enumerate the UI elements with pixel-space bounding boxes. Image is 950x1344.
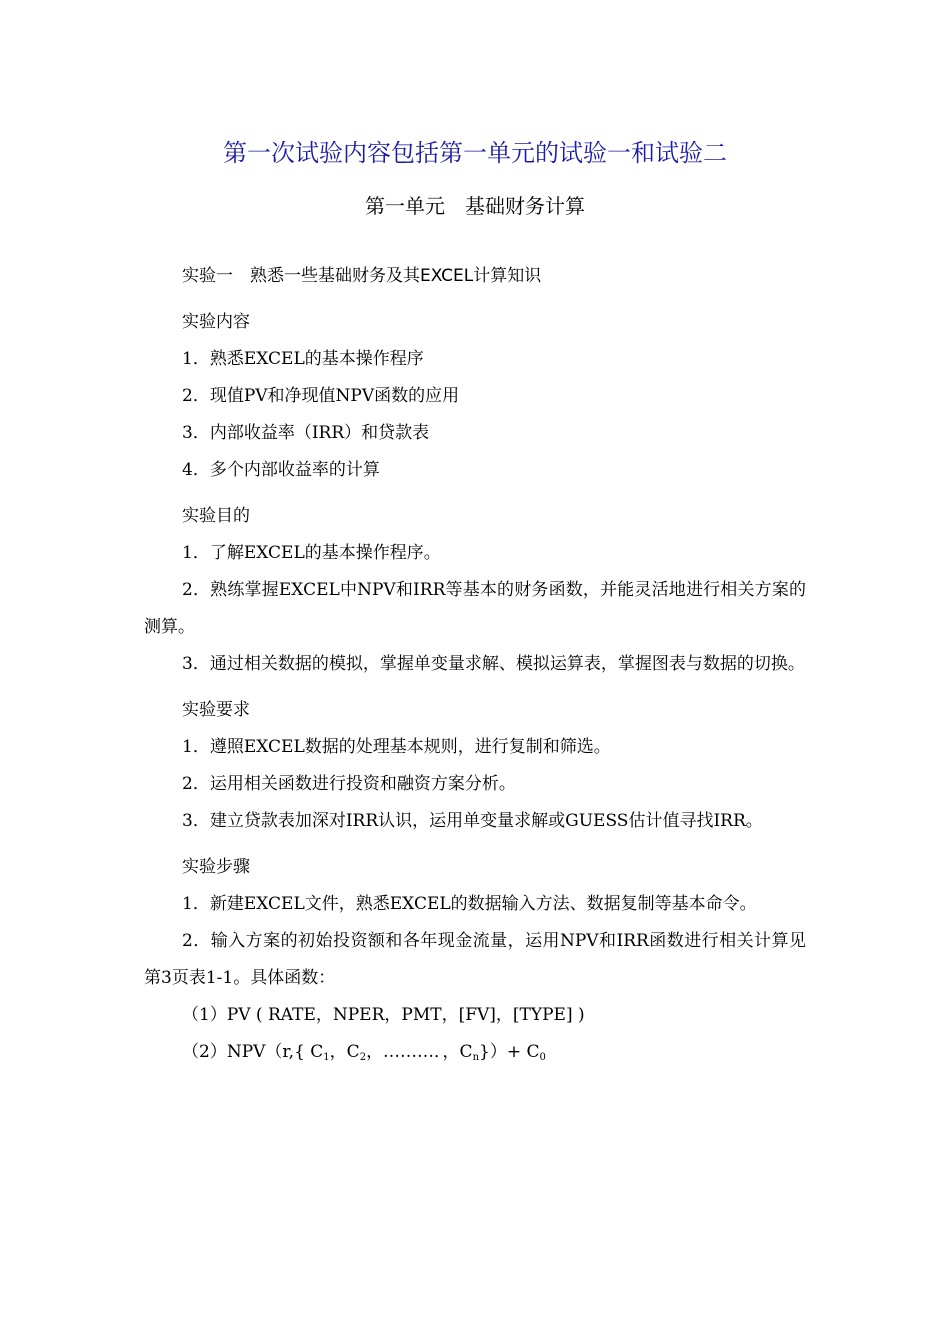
unit-subtitle: 第一单元 基础财务计算 [365, 194, 585, 218]
requirement-item: 2．运用相关函数进行投资和融资方案分析。 [182, 774, 516, 794]
npv-formula-prefix: （2）NPV（r,{ C [182, 1042, 324, 1062]
content-heading: 实验内容 [182, 312, 250, 332]
npv-formula-sep1: ，C [329, 1042, 360, 1062]
step-item: 1．新建EXCEL文件，熟悉EXCEL的数据输入方法、数据复制等基本命令。 [182, 894, 757, 914]
npv-formula [144, 1034, 806, 1071]
subscript-2: 2 [359, 1052, 367, 1063]
requirement-heading: 实验要求 [182, 700, 250, 720]
purpose-heading: 实验目的 [182, 506, 250, 526]
requirement-item: 1．遵照EXCEL数据的处理基本规则，进行复制和筛选。 [182, 737, 611, 757]
subscript-1: 1 [323, 1052, 330, 1063]
steps-heading: 实验步骤 [182, 857, 250, 877]
purpose-item: 3．通过相关数据的模拟，掌握单变量求解、模拟运算表，掌握图表与数据的切换。 [182, 654, 805, 674]
pv-formula: （1）PV ( RATE，NPER，PMT，[FV]，[TYPE] ) [182, 1005, 585, 1025]
npv-formula-sep2: ，………．，C [366, 1042, 473, 1062]
step-item: 2．输入方案的初始投资额和各年现金流量，运用NPV和IRR函数进行相关计算见第3页表1-1。具体函数： [144, 931, 806, 988]
document-body [144, 258, 806, 1071]
experiment-title: 实验一 熟悉一些基础财务及其EXCEL计算知识 [182, 266, 542, 286]
content-item: 2．现值PV和净现值NPV函数的应用 [182, 386, 460, 406]
subscript-n: n [472, 1052, 480, 1063]
content-item: 3．内部收益率（IRR）和贷款表 [182, 423, 430, 443]
page-title: 第一次试验内容包括第一单元的试验一和试验二 [223, 139, 727, 167]
purpose-item: 1．了解EXCEL的基本操作程序。 [182, 543, 441, 563]
npv-formula-suffix: }）+ C [479, 1042, 540, 1062]
subscript-0: 0 [539, 1052, 546, 1063]
content-item: 4．多个内部收益率的计算 [182, 460, 380, 480]
content-item: 1．熟悉EXCEL的基本操作程序 [182, 349, 424, 369]
requirement-item: 3．建立贷款表加深对IRR认识，运用单变量求解或GUESS估计值寻找IRR。 [182, 811, 763, 831]
purpose-item: 2．熟练掌握EXCEL中NPV和IRR等基本的财务函数，并能灵活地进行相关方案的测算。 [144, 580, 806, 637]
